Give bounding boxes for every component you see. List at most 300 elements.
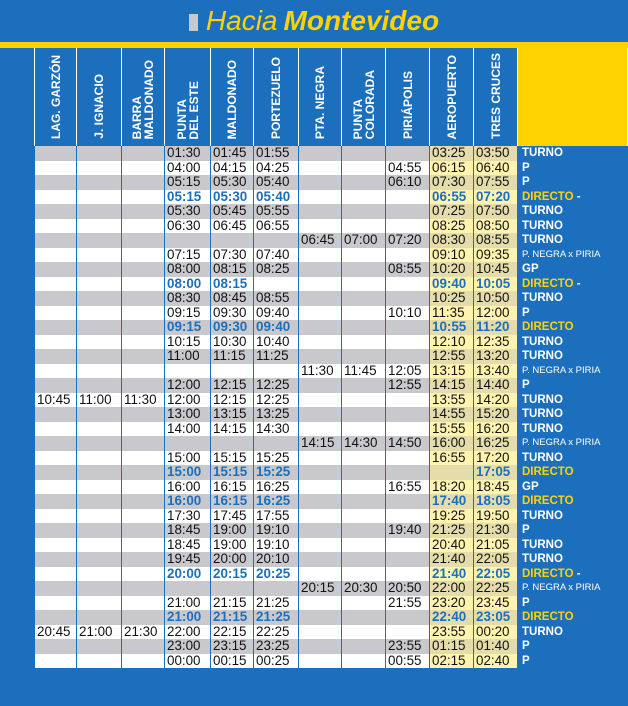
time-cell — [77, 175, 122, 190]
service-days: LaV — [583, 567, 605, 580]
time-cell: 15:20 — [474, 407, 518, 422]
time-cell — [122, 248, 165, 263]
service-note — [518, 581, 628, 596]
time-cell: 08:30 — [165, 291, 211, 306]
time-cell — [35, 654, 77, 669]
time-cell — [299, 349, 342, 364]
time-cell: 04:15 — [211, 161, 254, 176]
time-cell: 11:30 — [299, 364, 342, 379]
time-cell: 10:05 — [474, 277, 518, 292]
time-cell: 08:25 — [254, 262, 299, 277]
time-cell — [77, 654, 122, 669]
time-cell — [165, 581, 211, 596]
service-note — [518, 596, 628, 611]
time-cell — [299, 277, 342, 292]
time-cell — [35, 161, 77, 176]
time-cell — [342, 320, 386, 335]
time-cell — [342, 567, 386, 582]
service-type: TURNO — [522, 625, 563, 638]
time-cell — [386, 349, 430, 364]
time-cell — [35, 277, 77, 292]
time-cell: 14:50 — [386, 436, 430, 451]
time-cell: 03:50 — [474, 146, 518, 161]
time-cell — [35, 175, 77, 190]
time-cell — [35, 204, 77, 219]
time-cell — [77, 291, 122, 306]
time-cell — [386, 248, 430, 263]
col-header-barra-maldonado: BARRA MALDONADO — [122, 48, 165, 146]
time-cell — [386, 465, 430, 480]
title-destination: Montevideo — [283, 5, 440, 36]
time-cell: 06:30 — [165, 219, 211, 234]
table-row — [35, 248, 628, 263]
time-cell — [77, 320, 122, 335]
time-cell — [386, 320, 430, 335]
time-cell: 13:20 — [474, 349, 518, 364]
service-type: TURNO — [522, 393, 563, 406]
time-cell — [386, 291, 430, 306]
time-cell: 16:20 — [474, 422, 518, 437]
service-type: TURNO — [522, 509, 563, 522]
time-cell: 00:20 — [474, 625, 518, 640]
service-note — [518, 407, 628, 422]
time-cell: 14:15 — [430, 378, 474, 393]
time-cell: 18:05 — [474, 494, 518, 509]
time-cell: 08:25 — [430, 219, 474, 234]
time-cell: 12:00 — [474, 306, 518, 321]
time-cell: 21:55 — [386, 596, 430, 611]
time-cell: 21:15 — [211, 610, 254, 625]
time-cell: 09:10 — [430, 248, 474, 263]
time-cell: 06:15 — [430, 161, 474, 176]
time-cell: 21:00 — [165, 610, 211, 625]
table-row — [35, 610, 628, 625]
service-note — [518, 378, 628, 393]
time-cell: 23:05 — [474, 610, 518, 625]
header-row — [35, 48, 628, 146]
service-note — [518, 219, 628, 234]
time-cell — [386, 610, 430, 625]
time-cell: 17:40 — [430, 494, 474, 509]
time-cell — [35, 306, 77, 321]
table-row — [35, 349, 628, 364]
time-cell: 19:45 — [165, 552, 211, 567]
time-cell: 15:55 — [430, 422, 474, 437]
service-note — [518, 364, 628, 379]
time-cell: 10:10 — [386, 306, 430, 321]
time-cell — [35, 465, 77, 480]
time-cell — [342, 639, 386, 654]
time-cell — [35, 509, 77, 524]
time-cell: 23:25 — [254, 639, 299, 654]
service-note — [518, 625, 628, 640]
time-cell: 15:15 — [211, 451, 254, 466]
service-type: TURNO — [522, 451, 563, 464]
service-note — [518, 654, 628, 669]
time-cell: 08:00 — [165, 262, 211, 277]
time-cell — [122, 422, 165, 437]
time-cell: 08:50 — [474, 219, 518, 234]
service-type: P — [522, 176, 530, 189]
time-cell — [122, 567, 165, 582]
time-cell — [299, 610, 342, 625]
time-cell — [122, 262, 165, 277]
time-cell: 21:40 — [430, 552, 474, 567]
time-cell — [299, 523, 342, 538]
time-cell: 19:10 — [254, 538, 299, 553]
time-cell — [211, 581, 254, 596]
service-type: DIRECTO — [522, 466, 574, 479]
time-cell — [254, 277, 299, 292]
time-cell — [35, 248, 77, 263]
time-cell: 16:00 — [165, 494, 211, 509]
service-type: GP — [522, 263, 539, 276]
time-cell — [342, 422, 386, 437]
time-cell — [342, 378, 386, 393]
time-cell: 08:45 — [211, 291, 254, 306]
time-cell: 09:40 — [254, 306, 299, 321]
time-cell — [211, 364, 254, 379]
service-type: P — [522, 596, 530, 609]
time-cell: 22:25 — [254, 625, 299, 640]
time-cell: 12:05 — [386, 364, 430, 379]
time-cell — [342, 552, 386, 567]
time-cell — [77, 349, 122, 364]
col-header-aeropuerto: AEROPUERTO — [430, 48, 474, 146]
service-note — [518, 480, 628, 495]
time-cell: 11:00 — [77, 393, 122, 408]
table-row — [35, 277, 628, 292]
table-row — [35, 364, 628, 379]
time-cell: 21:25 — [430, 523, 474, 538]
service-type: TURNO — [522, 350, 563, 363]
time-cell — [35, 146, 77, 161]
time-cell: 03:25 — [430, 146, 474, 161]
table-row — [35, 262, 628, 277]
table-row — [35, 320, 628, 335]
time-cell — [386, 146, 430, 161]
time-cell — [122, 538, 165, 553]
time-cell: 05:30 — [211, 190, 254, 205]
time-cell — [430, 465, 474, 480]
time-cell — [386, 451, 430, 466]
time-cell — [342, 349, 386, 364]
time-cell — [386, 335, 430, 350]
time-cell — [35, 436, 77, 451]
time-cell — [342, 494, 386, 509]
time-cell: 18:45 — [165, 523, 211, 538]
time-cell: 10:55 — [430, 320, 474, 335]
time-cell — [35, 596, 77, 611]
time-cell: 20:50 — [386, 581, 430, 596]
time-cell — [35, 552, 77, 567]
time-cell: 11:25 — [254, 349, 299, 364]
time-cell — [299, 190, 342, 205]
time-cell: 13:15 — [430, 364, 474, 379]
table-row — [35, 190, 628, 205]
time-cell: 19:00 — [211, 523, 254, 538]
time-cell — [299, 422, 342, 437]
time-cell — [77, 219, 122, 234]
service-type: P — [522, 161, 530, 174]
time-cell — [165, 233, 211, 248]
time-cell — [386, 422, 430, 437]
time-cell: 18:45 — [165, 538, 211, 553]
time-cell: 12:25 — [254, 378, 299, 393]
time-cell: 19:25 — [430, 509, 474, 524]
time-cell: 09:40 — [254, 320, 299, 335]
service-note — [518, 465, 628, 480]
time-cell — [342, 262, 386, 277]
time-cell: 20:10 — [254, 552, 299, 567]
time-cell — [122, 451, 165, 466]
service-note — [518, 335, 628, 350]
time-cell — [299, 407, 342, 422]
time-cell — [299, 465, 342, 480]
time-cell: 05:55 — [254, 204, 299, 219]
time-cell — [35, 378, 77, 393]
table-row — [35, 175, 628, 190]
time-cell — [35, 262, 77, 277]
time-cell — [77, 581, 122, 596]
table-row — [35, 654, 628, 669]
time-cell: 20:15 — [211, 567, 254, 582]
time-cell — [35, 349, 77, 364]
service-note — [518, 161, 628, 176]
table-row — [35, 552, 628, 567]
col-header-lag-garzon: LAG. GARZÓN — [35, 48, 77, 146]
time-cell: 05:30 — [211, 175, 254, 190]
time-cell — [299, 480, 342, 495]
time-cell — [342, 596, 386, 611]
time-cell: 23:15 — [211, 639, 254, 654]
service-type: DIRECTO — [522, 321, 574, 334]
time-cell — [77, 509, 122, 524]
time-cell: 13:25 — [254, 407, 299, 422]
time-cell — [342, 335, 386, 350]
time-cell — [342, 306, 386, 321]
time-cell: 19:10 — [254, 523, 299, 538]
service-note — [518, 523, 628, 538]
time-cell — [299, 378, 342, 393]
time-cell: 08:15 — [211, 262, 254, 277]
time-cell: 11:45 — [342, 364, 386, 379]
time-cell: 20:40 — [430, 538, 474, 553]
time-cell: 10:30 — [211, 335, 254, 350]
time-cell: 15:00 — [165, 451, 211, 466]
time-cell — [299, 335, 342, 350]
time-cell — [35, 190, 77, 205]
time-cell — [386, 509, 430, 524]
time-cell: 07:20 — [386, 233, 430, 248]
table-row — [35, 480, 628, 495]
time-cell: 19:50 — [474, 509, 518, 524]
title-bullet-icon — [189, 14, 198, 31]
time-cell — [342, 175, 386, 190]
col-header-punta-colorada: PUNTA COLORADA — [342, 48, 386, 146]
service-days: LaV — [583, 277, 605, 290]
time-cell: 11:20 — [474, 320, 518, 335]
table-row — [35, 335, 628, 350]
time-cell — [122, 465, 165, 480]
time-cell — [342, 407, 386, 422]
service-type: P — [522, 524, 530, 537]
time-cell: 19:00 — [211, 538, 254, 553]
time-cell — [122, 378, 165, 393]
service-type: P — [522, 640, 530, 653]
time-cell: 22:15 — [211, 625, 254, 640]
time-cell — [122, 552, 165, 567]
time-cell — [299, 393, 342, 408]
time-cell: 17:20 — [474, 451, 518, 466]
time-cell — [299, 291, 342, 306]
service-note — [518, 436, 628, 451]
service-note — [518, 248, 628, 263]
time-cell — [35, 480, 77, 495]
time-cell: 14:15 — [299, 436, 342, 451]
time-cell: 22:00 — [165, 625, 211, 640]
time-cell: 16:55 — [386, 480, 430, 495]
time-cell — [77, 639, 122, 654]
service-type: DIRECTO — [522, 567, 574, 580]
time-cell: 12:15 — [211, 393, 254, 408]
schedule-table — [34, 48, 628, 668]
col-header-notes — [518, 48, 628, 146]
time-cell — [77, 161, 122, 176]
time-cell: 05:45 — [211, 204, 254, 219]
table-row — [35, 451, 628, 466]
time-cell — [299, 509, 342, 524]
time-cell — [299, 538, 342, 553]
time-cell — [77, 364, 122, 379]
time-cell — [35, 335, 77, 350]
time-cell — [77, 465, 122, 480]
time-cell: 23:55 — [430, 625, 474, 640]
time-cell — [386, 393, 430, 408]
time-cell: 01:45 — [211, 146, 254, 161]
time-cell — [122, 204, 165, 219]
time-cell — [254, 436, 299, 451]
time-cell: 07:55 — [474, 175, 518, 190]
time-cell — [342, 291, 386, 306]
time-cell — [122, 407, 165, 422]
time-cell: 00:25 — [254, 654, 299, 669]
time-cell — [77, 523, 122, 538]
service-note — [518, 538, 628, 553]
time-cell: 23:55 — [386, 639, 430, 654]
time-cell — [254, 233, 299, 248]
time-cell: 21:25 — [254, 610, 299, 625]
time-cell — [254, 581, 299, 596]
time-cell: 02:15 — [430, 654, 474, 669]
service-type: TURNO — [522, 335, 563, 348]
service-note — [518, 552, 628, 567]
time-cell: 09:15 — [165, 320, 211, 335]
time-cell: 16:15 — [211, 480, 254, 495]
time-cell: 07:25 — [430, 204, 474, 219]
time-cell — [386, 552, 430, 567]
time-cell: 22:05 — [474, 552, 518, 567]
time-cell — [299, 204, 342, 219]
service-type: TURNO — [522, 553, 563, 566]
service-note — [518, 494, 628, 509]
time-cell: 07:40 — [254, 248, 299, 263]
time-cell — [299, 654, 342, 669]
table-row — [35, 639, 628, 654]
service-type: P — [522, 654, 530, 667]
service-note — [518, 204, 628, 219]
time-cell — [77, 248, 122, 263]
time-cell: 06:45 — [299, 233, 342, 248]
time-cell: 13:55 — [430, 393, 474, 408]
time-cell: 05:15 — [165, 175, 211, 190]
table-row — [35, 291, 628, 306]
time-cell — [122, 436, 165, 451]
time-cell: 16:00 — [430, 436, 474, 451]
time-cell: 12:00 — [165, 378, 211, 393]
time-cell — [386, 190, 430, 205]
time-cell — [342, 538, 386, 553]
time-cell: 06:55 — [430, 190, 474, 205]
service-note — [518, 320, 628, 335]
title-bar — [0, 0, 628, 42]
time-cell — [299, 567, 342, 582]
time-cell — [299, 219, 342, 234]
service-note — [518, 233, 628, 248]
time-cell: 23:20 — [430, 596, 474, 611]
time-cell: 16:25 — [254, 480, 299, 495]
time-cell — [122, 509, 165, 524]
note-separator: - — [573, 567, 584, 580]
note-separator: - — [573, 190, 584, 203]
time-cell — [35, 233, 77, 248]
time-cell — [77, 538, 122, 553]
time-cell: 15:00 — [165, 465, 211, 480]
table-row — [35, 407, 628, 422]
time-cell — [299, 146, 342, 161]
time-cell — [122, 610, 165, 625]
time-cell — [77, 146, 122, 161]
time-cell: 17:55 — [254, 509, 299, 524]
time-cell: 10:40 — [254, 335, 299, 350]
table-row — [35, 306, 628, 321]
time-cell: 17:30 — [165, 509, 211, 524]
time-cell — [299, 175, 342, 190]
time-cell — [386, 407, 430, 422]
time-cell: 10:45 — [474, 262, 518, 277]
time-cell — [342, 248, 386, 263]
time-cell — [122, 349, 165, 364]
time-cell: 10:15 — [165, 335, 211, 350]
service-note — [518, 291, 628, 306]
time-cell: 01:15 — [430, 639, 474, 654]
table-row — [35, 393, 628, 408]
time-cell: 05:15 — [165, 190, 211, 205]
time-cell — [77, 233, 122, 248]
time-cell — [299, 320, 342, 335]
time-cell — [122, 291, 165, 306]
time-cell: 04:55 — [386, 161, 430, 176]
time-cell — [35, 291, 77, 306]
time-cell — [122, 320, 165, 335]
table-row — [35, 161, 628, 176]
time-cell: 16:25 — [254, 494, 299, 509]
service-type: DIRECTO — [522, 495, 574, 508]
col-header-tres-cruces: TRES CRUCES — [474, 48, 518, 146]
time-cell: 12:10 — [430, 335, 474, 350]
time-cell — [77, 422, 122, 437]
time-cell — [165, 364, 211, 379]
